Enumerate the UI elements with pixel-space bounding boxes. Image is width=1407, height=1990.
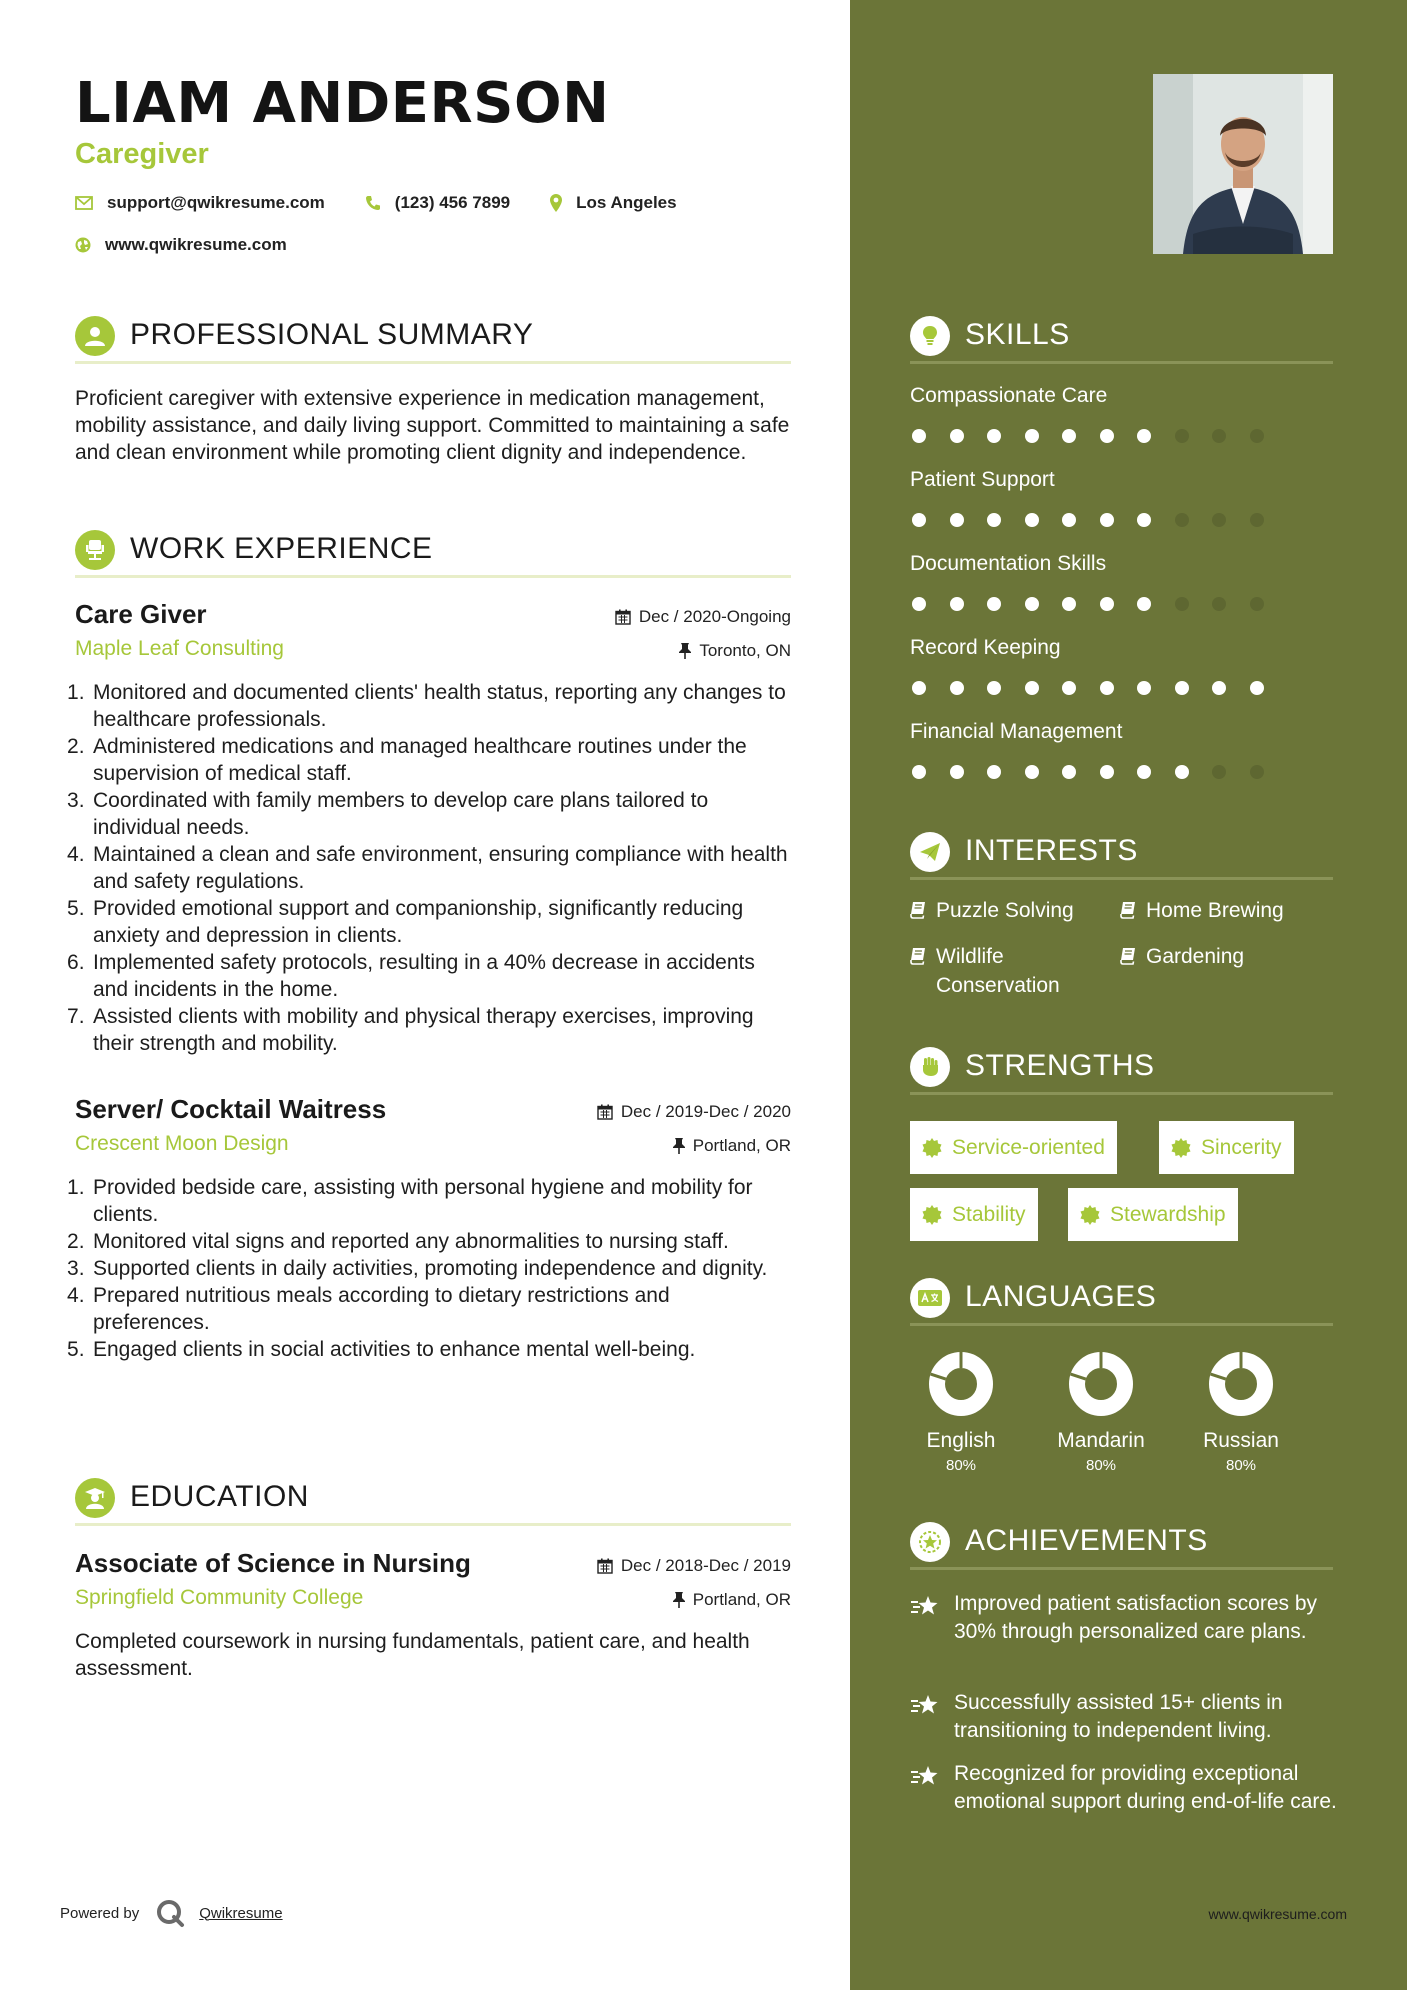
duty-item: Administered medications and managed healthcare routines under the supervision of medical staff. xyxy=(93,735,747,785)
strength-label: Stewardship xyxy=(1110,1202,1226,1226)
experience-heading xyxy=(75,526,791,576)
skill-dot-filled xyxy=(1100,429,1114,443)
star-badge-icon xyxy=(910,1522,950,1562)
skill-dot-filled xyxy=(1025,429,1039,443)
language-item xyxy=(906,1350,1016,1474)
language-card-icon xyxy=(910,1278,950,1318)
skill-dot-filled xyxy=(1212,681,1226,695)
job-location xyxy=(679,641,791,661)
education-description: Completed coursework in nursing fundamentals, patient care, and health assessment. xyxy=(75,1630,750,1680)
achievement-item xyxy=(910,1590,1340,1646)
interests-title: INTERESTS xyxy=(965,834,1138,867)
skill-dot-filled xyxy=(1062,597,1076,611)
divider xyxy=(75,361,791,364)
badge-icon xyxy=(1171,1138,1191,1158)
duty-item: Provided emotional support and companionship, significantly reducing anxiety and depression in clients. xyxy=(93,897,744,947)
skill-dot-filled xyxy=(1137,765,1151,779)
skill-dot-filled xyxy=(987,513,1001,527)
location-text: Los Angeles xyxy=(576,193,677,212)
achievement-text: Improved patient satisfaction scores by 30% through personalized care plans. xyxy=(954,1592,1318,1643)
duty-item: Engaged clients in social activities to enhance mental well-being. xyxy=(93,1338,696,1361)
skill-dot-filled xyxy=(1100,513,1114,527)
powered-by-label: Powered by xyxy=(60,1904,140,1922)
divider xyxy=(910,1092,1333,1095)
interest-item xyxy=(1120,942,1340,971)
skill-item xyxy=(910,720,1333,744)
skill-item xyxy=(910,468,1333,492)
skill-dot-empty xyxy=(1250,429,1264,443)
education-location xyxy=(673,1590,791,1610)
strength-tag xyxy=(1159,1121,1294,1174)
job-location xyxy=(673,1136,791,1156)
skill-dot-filled xyxy=(1137,513,1151,527)
duty-item: Monitored and documented clients' health status, reporting any changes to healthcare professionals. xyxy=(93,681,786,731)
education-entry xyxy=(75,1548,791,1688)
skill-dot-empty xyxy=(1212,765,1226,779)
language-level: 80% xyxy=(1085,1457,1117,1474)
education-date xyxy=(597,1556,791,1576)
powered-by xyxy=(60,1898,283,1928)
qwikresume-link[interactable]: Qwikresume xyxy=(199,1904,283,1922)
language-item xyxy=(1046,1350,1156,1474)
job-entry xyxy=(75,1094,791,1434)
contact-phone[interactable] xyxy=(365,193,510,213)
contact-row xyxy=(75,193,717,213)
job-date xyxy=(615,607,791,627)
job-company: Maple Leaf Consulting xyxy=(75,637,284,660)
education-title: EDUCATION xyxy=(130,1480,309,1513)
map-pin-icon xyxy=(550,194,562,212)
badge-icon xyxy=(922,1205,942,1225)
shooting-star-icon xyxy=(910,1693,940,1719)
skill-dot-filled xyxy=(987,765,1001,779)
duty-item: Assisted clients with mobility and physical therapy exercises, improving their strength and mobility. xyxy=(93,1005,754,1055)
duty-item: Prepared nutritious meals according to dietary restrictions and preferences. xyxy=(93,1284,670,1334)
skill-item xyxy=(910,552,1333,576)
skill-rating xyxy=(912,429,1287,443)
strength-tag xyxy=(910,1188,1038,1241)
phone-text: (123) 456 7899 xyxy=(394,193,511,212)
job-location-text: Portland, OR xyxy=(692,1136,791,1155)
achievements-title: ACHIEVEMENTS xyxy=(965,1524,1208,1557)
language-level: 80% xyxy=(945,1457,977,1474)
skills-heading xyxy=(910,312,1333,362)
skill-dot-filled xyxy=(987,429,1001,443)
duty-item: Monitored vital signs and reported any abnormalities to nursing staff. xyxy=(93,1230,729,1253)
contact-location xyxy=(550,193,676,213)
job-location-text: Toronto, ON xyxy=(699,641,791,660)
skill-dot-filled xyxy=(1175,681,1189,695)
skill-dot-empty xyxy=(1175,597,1189,611)
school: Springfield Community College xyxy=(75,1586,364,1609)
contact-email[interactable] xyxy=(75,193,325,213)
skill-dot-filled xyxy=(1025,513,1039,527)
badge-icon xyxy=(1080,1205,1100,1225)
skill-item xyxy=(910,384,1333,408)
language-donut xyxy=(1067,1350,1135,1418)
email-icon xyxy=(75,196,93,210)
skill-rating xyxy=(912,597,1287,611)
user-icon xyxy=(75,316,115,356)
skill-dot-filled xyxy=(1062,681,1076,695)
candidate-name: LIAM ANDERSON xyxy=(75,71,610,136)
skill-dot-filled xyxy=(987,597,1001,611)
skill-dot-filled xyxy=(912,765,926,779)
experience-title: WORK EXPERIENCE xyxy=(130,532,433,565)
strength-tag xyxy=(910,1121,1117,1174)
office-chair-icon xyxy=(75,530,115,570)
interest-label: Wildlife Conservation xyxy=(936,945,1060,997)
skill-dot-filled xyxy=(1137,429,1151,443)
skill-dot-filled xyxy=(1175,765,1189,779)
divider xyxy=(910,877,1333,880)
skill-dot-filled xyxy=(1025,597,1039,611)
divider xyxy=(910,1323,1333,1326)
shooting-star-icon xyxy=(910,1594,940,1620)
lightbulb-icon xyxy=(910,316,950,356)
footer-website[interactable]: www.qwikresume.com xyxy=(1208,1906,1347,1922)
job-date-text: Dec / 2020-Ongoing xyxy=(638,607,791,626)
calendar-icon xyxy=(597,1558,613,1574)
summary-title: PROFESSIONAL SUMMARY xyxy=(130,318,534,351)
skill-dot-filled xyxy=(912,513,926,527)
duty-item: Implemented safety protocols, resulting in a 40% decrease in accidents and incidents in the home. xyxy=(93,951,755,1001)
skill-name: Financial Management xyxy=(910,720,1123,743)
duty-item: Supported clients in daily activities, promoting independence and dignity. xyxy=(93,1257,768,1280)
skill-dot-filled xyxy=(1025,681,1039,695)
skill-name: Documentation Skills xyxy=(910,552,1107,575)
duty-item: Maintained a clean and safe environment, ensuring compliance with health and safety regulations. xyxy=(93,843,788,893)
job-role: Server/ Cocktail Waitress xyxy=(75,1094,387,1124)
skill-dot-filled xyxy=(1100,597,1114,611)
language-donut xyxy=(1207,1350,1275,1418)
phone-icon xyxy=(365,195,381,211)
skill-dot-filled xyxy=(1025,765,1039,779)
interest-item xyxy=(1120,896,1340,925)
languages-title: LANGUAGES xyxy=(965,1280,1157,1313)
skill-dot-filled xyxy=(987,681,1001,695)
language-level: 80% xyxy=(1225,1457,1257,1474)
skill-name: Compassionate Care xyxy=(910,384,1108,407)
job-duties xyxy=(75,1174,791,1363)
email-text: support@qwikresume.com xyxy=(107,193,325,212)
degree: Associate of Science in Nursing xyxy=(75,1548,471,1578)
skill-rating xyxy=(912,681,1287,695)
education-location-text: Portland, OR xyxy=(692,1590,791,1609)
skill-dot-filled xyxy=(1062,513,1076,527)
language-name: Mandarin xyxy=(1057,1429,1145,1452)
skill-dot-filled xyxy=(950,597,964,611)
skill-dot-filled xyxy=(1100,681,1114,695)
interest-item xyxy=(910,896,1110,925)
strength-label: Stability xyxy=(952,1202,1026,1226)
summary-heading xyxy=(75,312,791,362)
job-duties xyxy=(75,679,791,1057)
pushpin-icon xyxy=(673,1138,685,1154)
pushpin-icon xyxy=(679,643,691,659)
qwikresume-logo-icon xyxy=(155,1898,185,1928)
skill-dot-filled xyxy=(912,681,926,695)
job-entry xyxy=(75,599,791,1069)
skill-dot-empty xyxy=(1250,765,1264,779)
divider xyxy=(75,575,791,578)
website-text: www.qwikresume.com xyxy=(105,235,287,254)
skill-name: Record Keeping xyxy=(910,636,1061,659)
sidebar xyxy=(850,0,1407,1990)
skill-dot-filled xyxy=(1100,765,1114,779)
paper-plane-icon xyxy=(910,832,950,872)
skill-dot-filled xyxy=(1137,681,1151,695)
interest-label: Gardening xyxy=(1146,945,1245,968)
pushpin-icon xyxy=(673,1592,685,1608)
job-date xyxy=(597,1102,791,1122)
achievement-item xyxy=(910,1760,1340,1816)
skill-dot-empty xyxy=(1175,429,1189,443)
achievements-heading xyxy=(910,1518,1333,1568)
skill-dot-filled xyxy=(950,429,964,443)
skill-dot-filled xyxy=(950,765,964,779)
strengths-title: STRENGTHS xyxy=(965,1049,1155,1082)
divider xyxy=(910,361,1333,364)
interest-label: Home Brewing xyxy=(1146,899,1284,922)
interest-label: Puzzle Solving xyxy=(936,899,1074,922)
contact-website[interactable] xyxy=(75,235,287,255)
language-name: English xyxy=(926,1429,996,1452)
skill-dot-empty xyxy=(1212,429,1226,443)
job-company: Crescent Moon Design xyxy=(75,1132,289,1155)
education-heading xyxy=(75,1474,791,1524)
skill-dot-filled xyxy=(950,513,964,527)
shooting-star-icon xyxy=(910,1764,940,1790)
contact-row-2 xyxy=(75,235,327,255)
job-date-text: Dec / 2019-Dec / 2020 xyxy=(620,1102,791,1121)
book-icon xyxy=(1120,901,1136,919)
book-icon xyxy=(910,901,926,919)
skill-dot-filled xyxy=(1062,765,1076,779)
globe-icon xyxy=(75,237,91,253)
skill-dot-empty xyxy=(1250,513,1264,527)
skill-dot-empty xyxy=(1250,597,1264,611)
calendar-icon xyxy=(615,609,631,625)
languages-heading xyxy=(910,1274,1333,1324)
skill-dot-empty xyxy=(1212,513,1226,527)
skill-dot-filled xyxy=(950,681,964,695)
skill-dot-empty xyxy=(1212,597,1226,611)
language-donut xyxy=(927,1350,995,1418)
book-icon xyxy=(1120,947,1136,965)
strength-label: Sincerity xyxy=(1201,1135,1282,1159)
duty-item: Provided bedside care, assisting with personal hygiene and mobility for clients. xyxy=(93,1176,753,1226)
education-date-text: Dec / 2018-Dec / 2019 xyxy=(620,1556,791,1575)
skill-dot-filled xyxy=(1250,681,1264,695)
skill-rating xyxy=(912,765,1287,779)
language-name: Russian xyxy=(1203,1429,1279,1452)
strength-label: Service-oriented xyxy=(952,1135,1105,1159)
interests-heading xyxy=(910,828,1333,878)
skill-dot-filled xyxy=(912,429,926,443)
graduate-icon xyxy=(75,1478,115,1518)
skill-dot-empty xyxy=(1175,513,1189,527)
badge-icon xyxy=(922,1138,942,1158)
skills-title: SKILLS xyxy=(965,318,1070,351)
skill-dot-filled xyxy=(912,597,926,611)
divider xyxy=(75,1523,791,1526)
calendar-icon xyxy=(597,1104,613,1120)
skill-item xyxy=(910,636,1333,660)
duty-item: Coordinated with family members to develop care plans tailored to individual needs. xyxy=(93,789,709,839)
summary-text: Proficient caregiver with extensive experience in medication management, mobility assistance, and daily living support. Committed to maintaining a safe and clean environment while promoting client dignity and independence. xyxy=(75,387,790,464)
achievement-text: Recognized for providing exceptional emotional support during end-of-life care. xyxy=(954,1762,1337,1813)
skill-dot-filled xyxy=(1137,597,1151,611)
skill-rating xyxy=(912,513,1287,527)
book-icon xyxy=(910,947,926,965)
achievement-item xyxy=(910,1689,1340,1745)
language-item xyxy=(1186,1350,1296,1474)
divider xyxy=(910,1567,1333,1570)
skill-dot-filled xyxy=(1062,429,1076,443)
candidate-title: Caregiver xyxy=(75,138,209,170)
strengths-heading xyxy=(910,1043,1333,1093)
profile-photo xyxy=(1153,74,1333,254)
strength-tag xyxy=(1068,1188,1238,1241)
skill-name: Patient Support xyxy=(910,468,1055,491)
achievement-text: Successfully assisted 15+ clients in transitioning to independent living. xyxy=(954,1691,1283,1742)
interest-item xyxy=(910,942,1110,1000)
job-role: Care Giver xyxy=(75,599,207,629)
raised-fist-icon xyxy=(910,1047,950,1087)
